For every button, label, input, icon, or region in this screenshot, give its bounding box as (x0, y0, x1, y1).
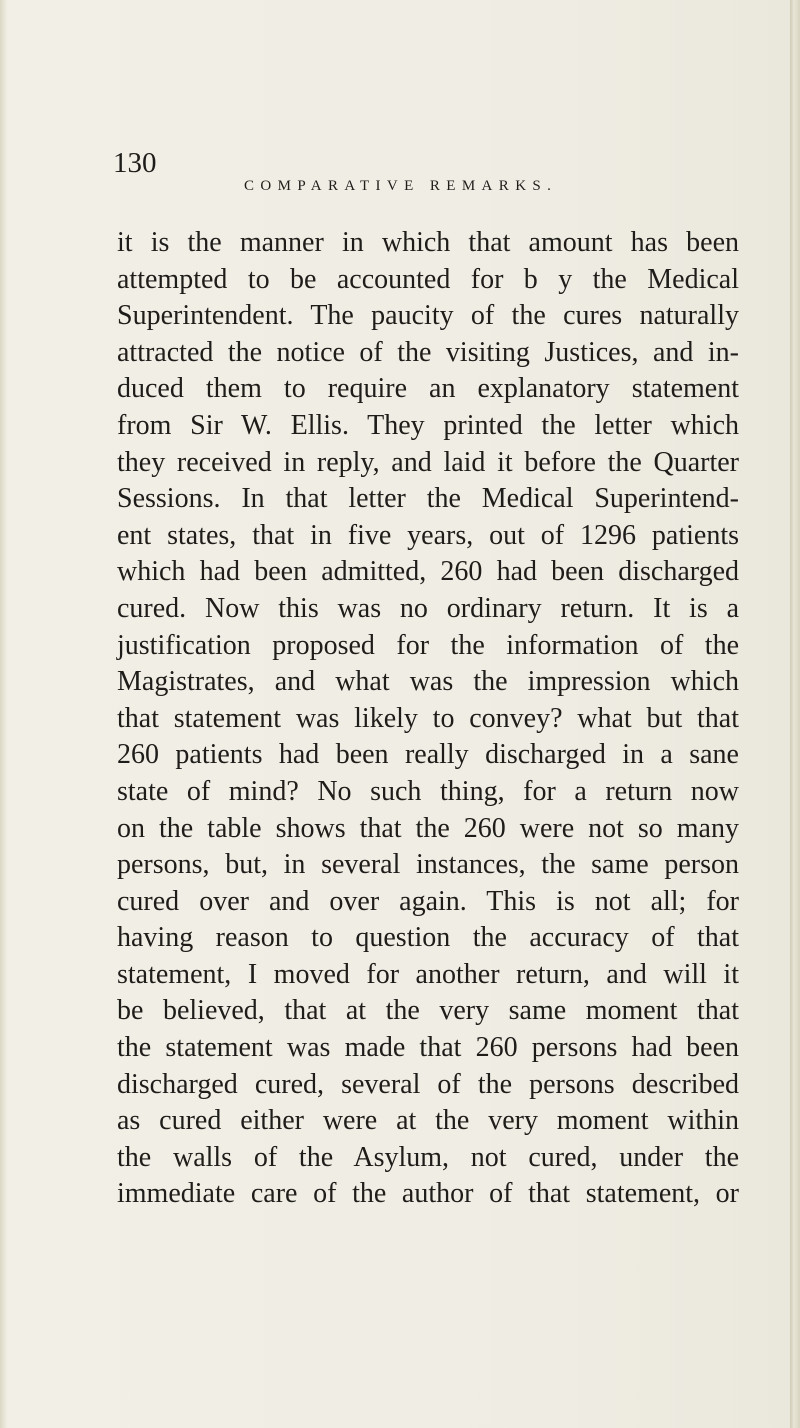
text-line: duced them to require an explanatory statement (117, 373, 739, 405)
text-line: which had been admitted, 260 had been discharged (117, 556, 739, 588)
text-line: 260 patients had been really discharged in a sane (117, 739, 739, 771)
text-line: ent states, that in five years, out of 1296 patients (117, 519, 739, 551)
text-line: immediate care of the author of that statement, or (117, 1178, 739, 1210)
text-line: attempted to be accounted for b y the Medical (117, 263, 739, 295)
text-line: they received in reply, and laid it before the Quarter (117, 446, 739, 478)
body-text (117, 225, 739, 1213)
text-line: state of mind? No such thing, for a return now (117, 775, 739, 807)
text-line: the walls of the Asylum, not cured, under the (117, 1141, 739, 1173)
text-line: that statement was likely to convey? what but that (117, 702, 739, 734)
text-line: persons, but, in several instances, the same person (117, 849, 739, 881)
text-line: from Sir W. Ellis. They printed the letter which (117, 409, 739, 441)
text-line: attracted the notice of the visiting Justices, and in- (117, 336, 739, 368)
text-line: Superintendent. The paucity of the cures naturally (117, 300, 739, 332)
page-number: 130 (113, 147, 157, 179)
running-title: COMPARATIVE REMARKS. (244, 178, 558, 194)
text-line: cured over and over again. This is not all; for (117, 885, 739, 917)
text-line: cured. Now this was no ordinary return. It is a (117, 592, 739, 624)
text-line: the statement was made that 260 persons had been (117, 1032, 739, 1064)
text-line: Sessions. In that letter the Medical Superintend- (117, 483, 739, 515)
text-line: having reason to question the accuracy of that (117, 922, 739, 954)
page-right-edge (790, 0, 800, 1428)
text-line: it is the manner in which that amount has been (117, 227, 739, 258)
text-line: justification proposed for the information of the (117, 629, 739, 661)
text-line: discharged cured, several of the persons described (117, 1068, 739, 1100)
text-line: be believed, that at the very same moment that (117, 995, 739, 1027)
text-line: on the table shows that the 260 were not so many (117, 812, 739, 844)
text-line: as cured either were at the very moment within (117, 1105, 739, 1137)
page-left-edge (0, 0, 7, 1428)
text-line: statement, I moved for another return, and will it (117, 958, 739, 990)
text-line: Magistrates, and what was the impression which (117, 666, 739, 698)
